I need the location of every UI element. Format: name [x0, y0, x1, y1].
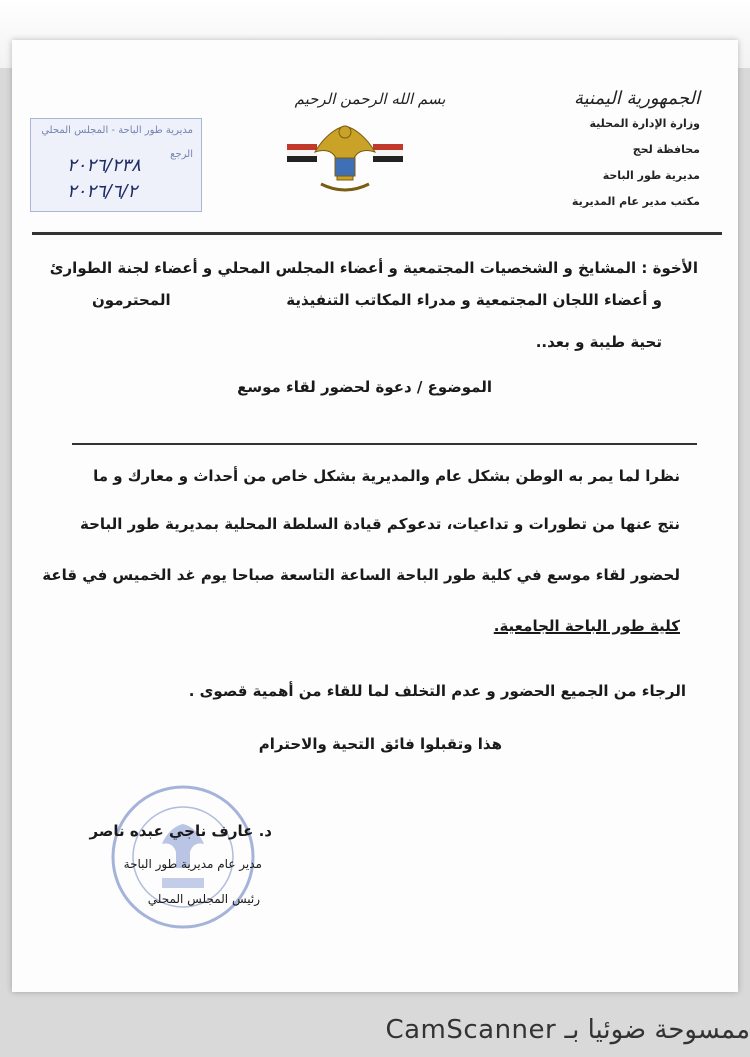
- body-line-3: لحضور لقاء موسع في كلية طور الباحة الساعة التاسعة صباحا يوم غد الخميس في قاعة: [42, 566, 680, 584]
- governorate-name: محافظة لحج: [632, 143, 700, 156]
- subject-line: الموضوع / دعوة لحضور لقاء موسع: [237, 378, 492, 396]
- office-name: مكتب مدير عام المديرية: [571, 195, 700, 208]
- signatory-title-2: رئيس المجلس المحلي: [147, 892, 260, 906]
- respected-label: المحترمون: [92, 291, 171, 309]
- letterhead-right: [510, 88, 700, 221]
- body-line-2: نتج عنها من تطورات و تداعيات، تدعوكم قيادة السلطة المحلية بمديرية طور الباحة: [79, 515, 680, 533]
- republic-name: الجمهورية اليمنية: [573, 88, 700, 109]
- yemen-eagle-emblem-icon: [285, 118, 405, 200]
- request-line: الرجاء من الجميع الحضور و عدم التخلف لما للقاء من أهمية قصوى .: [188, 682, 686, 700]
- camscanner-watermark: ممسوحة ضوئيا بـ CamScanner: [385, 1015, 750, 1045]
- ministry-name: وزارة الإدارة المحلية: [589, 117, 700, 130]
- directorate-name: مديرية طور الباحة: [602, 169, 700, 182]
- addressee-line-2: و أعضاء اللجان المجتمعية و مدراء المكاتب التنفيذية: [286, 291, 662, 309]
- stamp-ref-label: الرجع: [170, 149, 193, 160]
- closing-line: هذا وتقبلوا فائق التحية والاحترام: [258, 735, 502, 753]
- body-line-4: كلية طور الباحة الجامعية.: [493, 617, 680, 635]
- stamp-ref-number: ٢٠٢٦/٢٣٨: [67, 155, 141, 176]
- stamp-header: مديرية طور الباحة - المجلس المحلي: [41, 125, 193, 136]
- greeting: تحية طيبة و بعد..: [535, 333, 662, 351]
- signatory-name: د. عارف ناجي عبده ناصر: [89, 822, 272, 840]
- body-line-1: نظرا لما يمر به الوطن بشكل عام والمديرية بشكل خاص من أحداث و معارك و ما: [93, 467, 680, 485]
- reference-stamp: [30, 118, 202, 212]
- basmala: بسم الله الرحمن الرحيم: [294, 90, 446, 108]
- stamp-date: ٢٠٢٦/٦/٢: [67, 181, 138, 202]
- signatory-title-1: مدير عام مديرية طور الباحة: [123, 857, 262, 871]
- header-separator: [32, 232, 722, 235]
- subject-rule: [72, 443, 697, 445]
- addressee-line-1: الأخوة : المشايخ و الشخصيات المجتمعية و أعضاء المجلس المحلي و أعضاء لجنة الطوارئ: [49, 259, 698, 277]
